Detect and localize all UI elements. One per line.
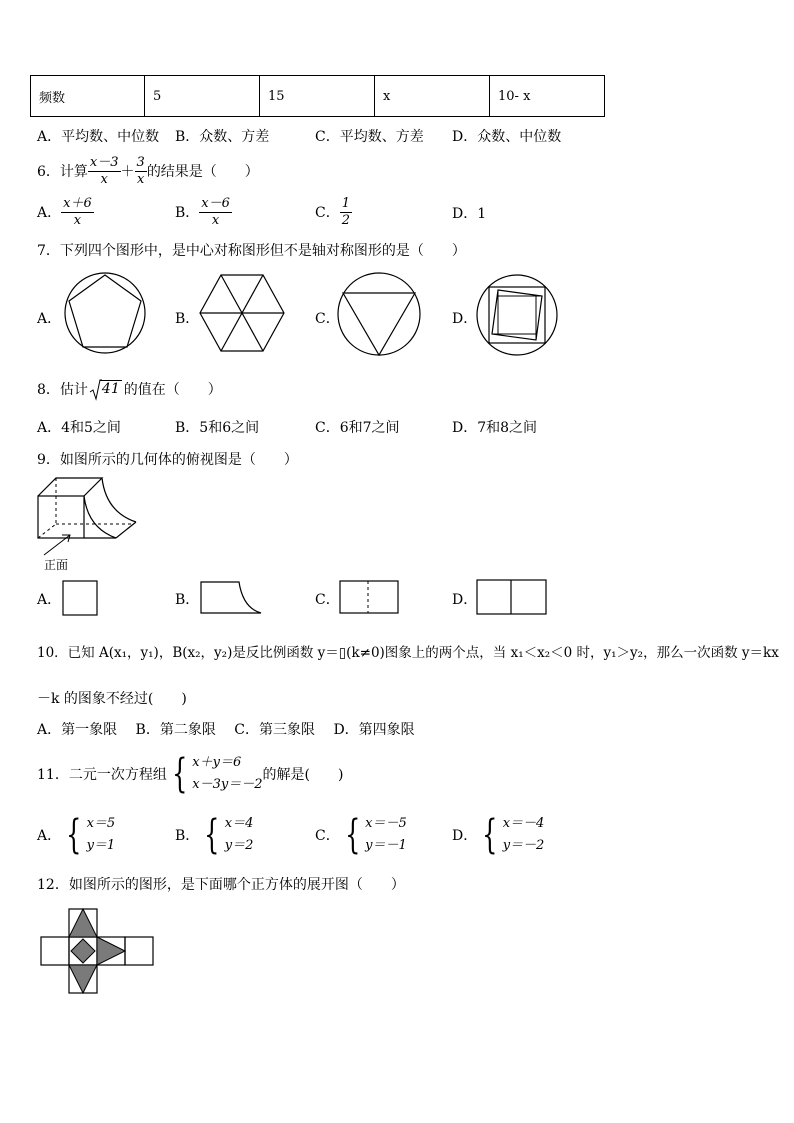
- table-cell: 频数: [31, 76, 145, 117]
- q9-option-b-curve-shape: [199, 580, 263, 614]
- question-6: [37, 152, 259, 190]
- fraction-numerator: 1: [341, 195, 350, 211]
- brace-icon: {: [482, 812, 498, 858]
- q6-fraction-1: [88, 155, 121, 188]
- q11-option-d: [452, 812, 544, 858]
- option-fraction: [199, 196, 232, 229]
- q9-label-d: D．: [452, 592, 478, 608]
- q5-option-b: B．众数、方差: [175, 129, 270, 145]
- q8-prefix: 8．估计: [37, 382, 88, 398]
- solution-line: y＝1: [86, 838, 116, 853]
- q8-option-b: B．5和6之间: [175, 420, 260, 436]
- q6-option-d: [452, 203, 486, 223]
- q8-option-a: A．4和5之间: [37, 420, 121, 436]
- table-cell: 5: [145, 76, 260, 117]
- question-9: 9．如图所示的几何体的俯视图是（ ）: [37, 452, 298, 468]
- q7-label-b: B．: [175, 311, 200, 327]
- q7-label-c: C．: [315, 311, 340, 327]
- brace-icon: {: [171, 751, 188, 797]
- question-11: [37, 751, 343, 797]
- q11-option-c: [315, 812, 407, 858]
- solution-line: y＝－1: [365, 838, 407, 853]
- q6-fraction-2: [135, 155, 147, 188]
- question-10-line1: 10．已知 A(x₁，y₁)，B(x₂，y₂)是反比例函数 y＝▯(k≠0)图象上的两个点，当 x₁＜x₂＜0 时，y₁＞y₂，那么一次函数 y＝kx: [37, 645, 779, 661]
- fraction-denominator: x: [137, 171, 145, 187]
- brace-icon: {: [344, 812, 361, 858]
- q6-option-b: [175, 193, 232, 231]
- fraction-denominator: x: [211, 212, 220, 228]
- q8-suffix: 的值在（ ）: [123, 382, 222, 398]
- table-cell: 10- x: [490, 76, 605, 117]
- option-label: B．: [175, 205, 200, 221]
- option-fraction: [340, 196, 352, 229]
- q10-options: A．第一象限 B．第二象限 C．第三象限 D．第四象限: [37, 722, 415, 738]
- q5-option-a: A．平均数、中位数: [37, 129, 160, 145]
- frequency-table: [30, 75, 605, 117]
- solution-line: x＝5: [86, 816, 116, 831]
- question-12: 12．如图所示的图形，是下面哪个正方体的展开图（ ）: [37, 877, 405, 893]
- q7-figure-d-circle-squares: [476, 274, 558, 356]
- q6-prefix: 6．计算: [37, 164, 88, 180]
- front-label: 正面: [44, 558, 69, 572]
- q9-option-c-dashed-rect: [339, 580, 399, 614]
- q9-label-c: C．: [315, 592, 340, 608]
- solution-line: y＝－2: [502, 838, 545, 853]
- q7-label-d: D．: [452, 311, 478, 327]
- solution-line: x＝－4: [502, 816, 545, 831]
- q12-cube-net-figure: [40, 907, 158, 997]
- q6-option-c: [315, 193, 352, 231]
- q6-option-a: [37, 193, 94, 231]
- q9-option-a-square: [62, 580, 98, 616]
- table-cell: 15: [260, 76, 375, 117]
- q7-figure-c-circle-triangle: [337, 271, 421, 357]
- sqrt-icon: [90, 379, 102, 401]
- q7-figure-b-hexagon: [199, 273, 285, 353]
- fraction-numerator: 3: [136, 154, 145, 170]
- option-label: B．: [175, 828, 200, 844]
- brace-icon: {: [66, 812, 82, 858]
- option-label: C．: [315, 205, 340, 221]
- q7-figure-a-circle-pentagon: [63, 271, 147, 355]
- solution-line: x＝－5: [365, 816, 407, 831]
- q8-sqrt: [90, 381, 122, 397]
- solution-line: x＝4: [224, 816, 254, 831]
- solution-line: y＝2: [224, 838, 254, 853]
- q11-option-b: [175, 812, 253, 858]
- fraction-numerator: x－6: [201, 195, 230, 211]
- equation-line: x－3y＝－2: [192, 777, 263, 792]
- q11-suffix: 的解是( ): [262, 767, 344, 783]
- q9-label-a: A．: [37, 592, 62, 608]
- question-10-line2: －k 的图象不经过( ): [37, 691, 187, 707]
- option-fraction: [61, 196, 94, 229]
- radicand: 41: [101, 381, 120, 397]
- option-value: 1: [477, 206, 487, 222]
- q11-option-a: [37, 812, 115, 858]
- q6-suffix: 的结果是（ ）: [146, 164, 259, 180]
- brace-icon: {: [204, 812, 220, 858]
- option-label: D．: [452, 828, 478, 844]
- option-label: A．: [37, 205, 62, 221]
- front-arrow-icon: [40, 531, 74, 559]
- option-label: C．: [315, 828, 340, 844]
- q11-equation-system: [167, 752, 263, 796]
- table-cell: x: [375, 76, 490, 117]
- fraction-denominator: x: [100, 171, 108, 187]
- question-8: [37, 378, 222, 400]
- q5-option-c: C．平均数、方差: [315, 129, 424, 145]
- q11-prefix: 11．二元一次方程组: [37, 767, 167, 783]
- fraction-numerator: x＋6: [63, 195, 92, 211]
- option-label: A．: [37, 828, 62, 844]
- q9-option-d-split-rect: [476, 579, 548, 615]
- table-row: [31, 76, 605, 117]
- fraction-denominator: 2: [341, 212, 350, 228]
- question-7: 7．下列四个图形中，是中心对称图形但不是轴对称图形的是（ ）: [37, 243, 466, 259]
- q5-option-d: D．众数、中位数: [452, 129, 562, 145]
- q9-label-b: B．: [175, 592, 200, 608]
- q7-label-a: A．: [37, 311, 62, 327]
- option-label: D．: [452, 206, 478, 222]
- q8-option-c: C．6和7之间: [315, 420, 400, 436]
- q8-option-d: D．7和8之间: [452, 420, 538, 436]
- fraction-numerator: x－3: [89, 154, 119, 170]
- equation-line: x＋y＝6: [192, 755, 242, 770]
- fraction-denominator: x: [73, 212, 82, 228]
- q6-plus: ＋: [120, 164, 135, 180]
